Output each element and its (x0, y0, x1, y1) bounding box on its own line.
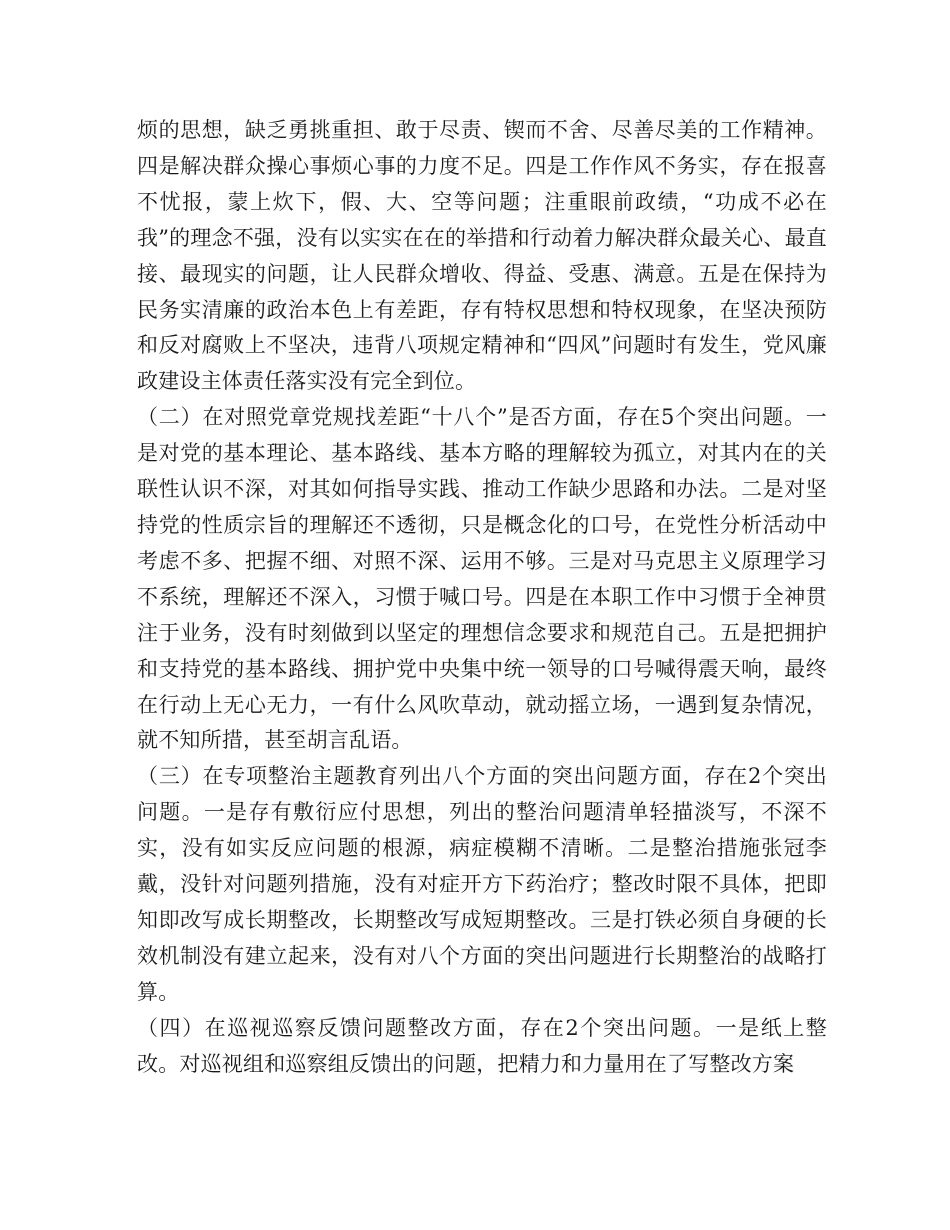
paragraph-section-3: （三）在专项整治主题教育列出八个方面的突出问题方面，存在2个突出问题。一是存有敷衍应付思想，列出的整治问题清单轻描淡写，不深不实，没有如实反应问题的根源，病症模糊不清晰。二是整治措施张冠李戴，没针对问题列措施，没有对症开方下药治疗；整改时限不具体，把即知即改写成长期整改，长期整改写成短期整改。三是打铁必须自身硬的长效机制没有建立起来，没有对八个方面的突出问题进行长期整治的战略打算。 (137, 764, 827, 1004)
paragraph-continued: 烦的思想，缺乏勇挑重担、敢于尽责、锲而不舍、尽善尽美的工作精神。四是解决群众操心事烦心事的力度不足。四是工作作风不务实，存在报喜不忧报，蒙上炊下，假、大、空等问题；注重眼前政绩，“功成不必在我”的理念不强，没有以实实在在的举措和行动着力解决群众最关心、最直接、最现实的问题，让人民群众增收、得益、受惠、满意。五是在保持为民务实清廉的政治本色上有差距，存有特权思想和特权现象，在坚决预防和反对腐败上不坚决，违背八项规定精神和“四风”问题时有发生，党风廉政建设主体责任落实没有完全到位。 (137, 118, 827, 394)
paragraph-section-4: （四）在巡视巡察反馈问题整改方面，存在2个突出问题。一是纸上整改。对巡视组和巡察组反馈出的问题，把精力和力量用在了写整改方案 (137, 1015, 827, 1076)
paragraph-section-2: （二）在对照党章党规找差距“十八个”是否方面，存在5个突出问题。一是对党的基本理论、基本路线、基本方略的理解较为孤立，对其内在的关联性认识不深，对其如何指导实践、推动工作缺少思路和办法。二是对坚持党的性质宗旨的理解还不透彻，只是概念化的口号，在党性分析活动中考虑不多、把握不细、对照不深、运用不够。三是对马克思主义原理学习不系统，理解还不深入，习惯于喊口号。四是在本职工作中习惯于全神贯注于业务，没有时刻做到以坚定的理想信念要求和规范自己。五是把拥护和支持党的基本路线、拥护党中央集中统一领导的口号喊得震天响，最终在行动上无心无力，一有什么风吹草动，就动摇立场，一遇到复杂情况，就不知所措，甚至胡言乱语。 (137, 405, 827, 753)
document-body (137, 113, 827, 1082)
